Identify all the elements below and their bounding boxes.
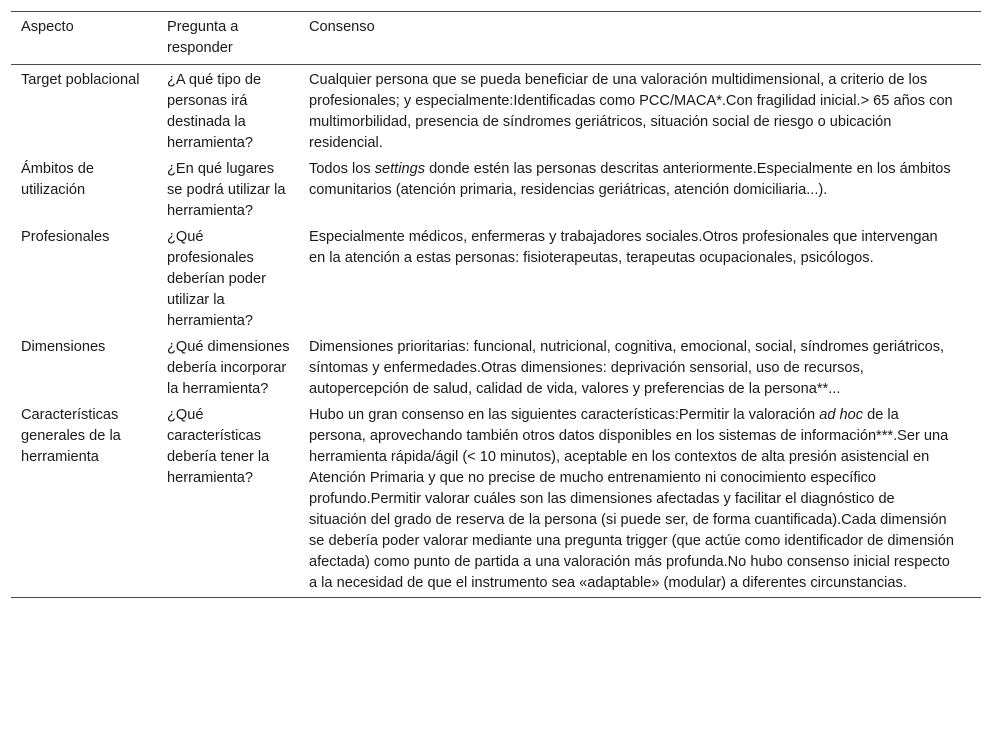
consenso-text: Dimensiones prioritarias: funcional, nutricional, cognitiva, emocional, social, síndromes geriátricos, síntomas y enfermedades.Otras dimensiones: deprivación sensorial, uso de recursos, autopercepción de salud, calidad de vida, valores y preferencias de la persona**... <box>309 339 945 397</box>
cell-pregunta: ¿En qué lugares se podrá utilizar la herramienta? <box>167 161 286 219</box>
cell-aspecto: Target poblacional <box>21 72 140 88</box>
cell-aspecto: Características generales de la herramienta <box>11 400 157 598</box>
cell-pregunta: ¿Qué profesionales deberían poder utilizar la herramienta? <box>167 229 266 329</box>
header-pregunta: Pregunta a responder <box>157 12 299 65</box>
consenso-text: Cualquier persona que se pueda beneficiar de una valoración multidimensional, a criterio de los profesionales; y especialmente:Identificadas como PCC/MACA*.Con fragilidad inicial.> 65 años con multimorbilidad, presencia de síndromes geriátricos, situación social de riesgo o ubicación residencial. <box>309 72 953 151</box>
cell-consenso <box>299 65 981 155</box>
table-row <box>11 332 981 400</box>
cell-aspecto: Profesionales <box>21 229 110 245</box>
consenso-emphasis: ad hoc <box>819 407 864 423</box>
table-header <box>11 12 981 65</box>
table-row <box>11 65 981 155</box>
cell-pregunta: ¿Qué dimensiones debería incorporar la herramienta? <box>167 339 290 397</box>
table-row <box>11 222 981 332</box>
cell-consenso <box>299 332 981 400</box>
cell-pregunta: ¿Qué características debería tener la herramienta? <box>157 400 299 598</box>
cell-aspecto: Dimensiones <box>21 339 106 355</box>
table-body <box>11 65 981 598</box>
consenso-text: Hubo un gran consenso en las siguientes características:Permitir la valoración <box>309 407 820 423</box>
consenso-text: donde estén las personas descritas anteriormente.Especialmente en los ámbitos comunitarios (atención primaria, residencias geriátricas, atención domiciliaria...). <box>309 161 951 198</box>
table-row <box>11 400 981 598</box>
cell-aspecto: Ámbitos de utilización <box>21 161 95 198</box>
consenso-text: de la persona, aprovechando también otros datos disponibles en los sistemas de información***.Ser una herramienta rápida/ágil (< 10 minutos), aceptable en los contextos de alta presión asistencial en Atención Primaria y que no precise de mucho entrenamiento ni conocimiento específico profundo.Permitir valorar cuáles son las dimensiones afectadas y facilitar el diagnóstico de situación del grado de reserva de la persona (si puede ser, de forma cuantificada).Cada dimensión se debería poder valorar mediante una pregunta trigger (que actúe como identificador de dimensión afectada) como punto de partida a una valoración más profunda.No hubo consenso inicial respecto a la necesidad de que el instrumento sea «adaptable» (modular) a diferentes circunstancias. <box>309 407 954 591</box>
consensus-table-wrapper <box>11 11 981 598</box>
table-row <box>11 154 981 222</box>
cell-consenso <box>299 154 981 222</box>
consenso-text: Especialmente médicos, enfermeras y trabajadores sociales.Otros profesionales que intervengan en la atención a estas personas: fisioterapeutas, terapeutas ocupacionales, psicólogos. <box>309 229 938 266</box>
header-aspecto: Aspecto <box>11 12 157 65</box>
cell-consenso <box>299 400 981 598</box>
header-consenso: Consenso <box>299 12 981 65</box>
cell-pregunta: ¿A qué tipo de personas irá destinada la herramienta? <box>167 72 262 151</box>
consenso-emphasis: settings <box>374 161 426 177</box>
consensus-table <box>11 11 981 598</box>
header-row <box>11 12 981 65</box>
cell-consenso <box>299 222 981 332</box>
consenso-text: Todos los <box>309 161 375 177</box>
